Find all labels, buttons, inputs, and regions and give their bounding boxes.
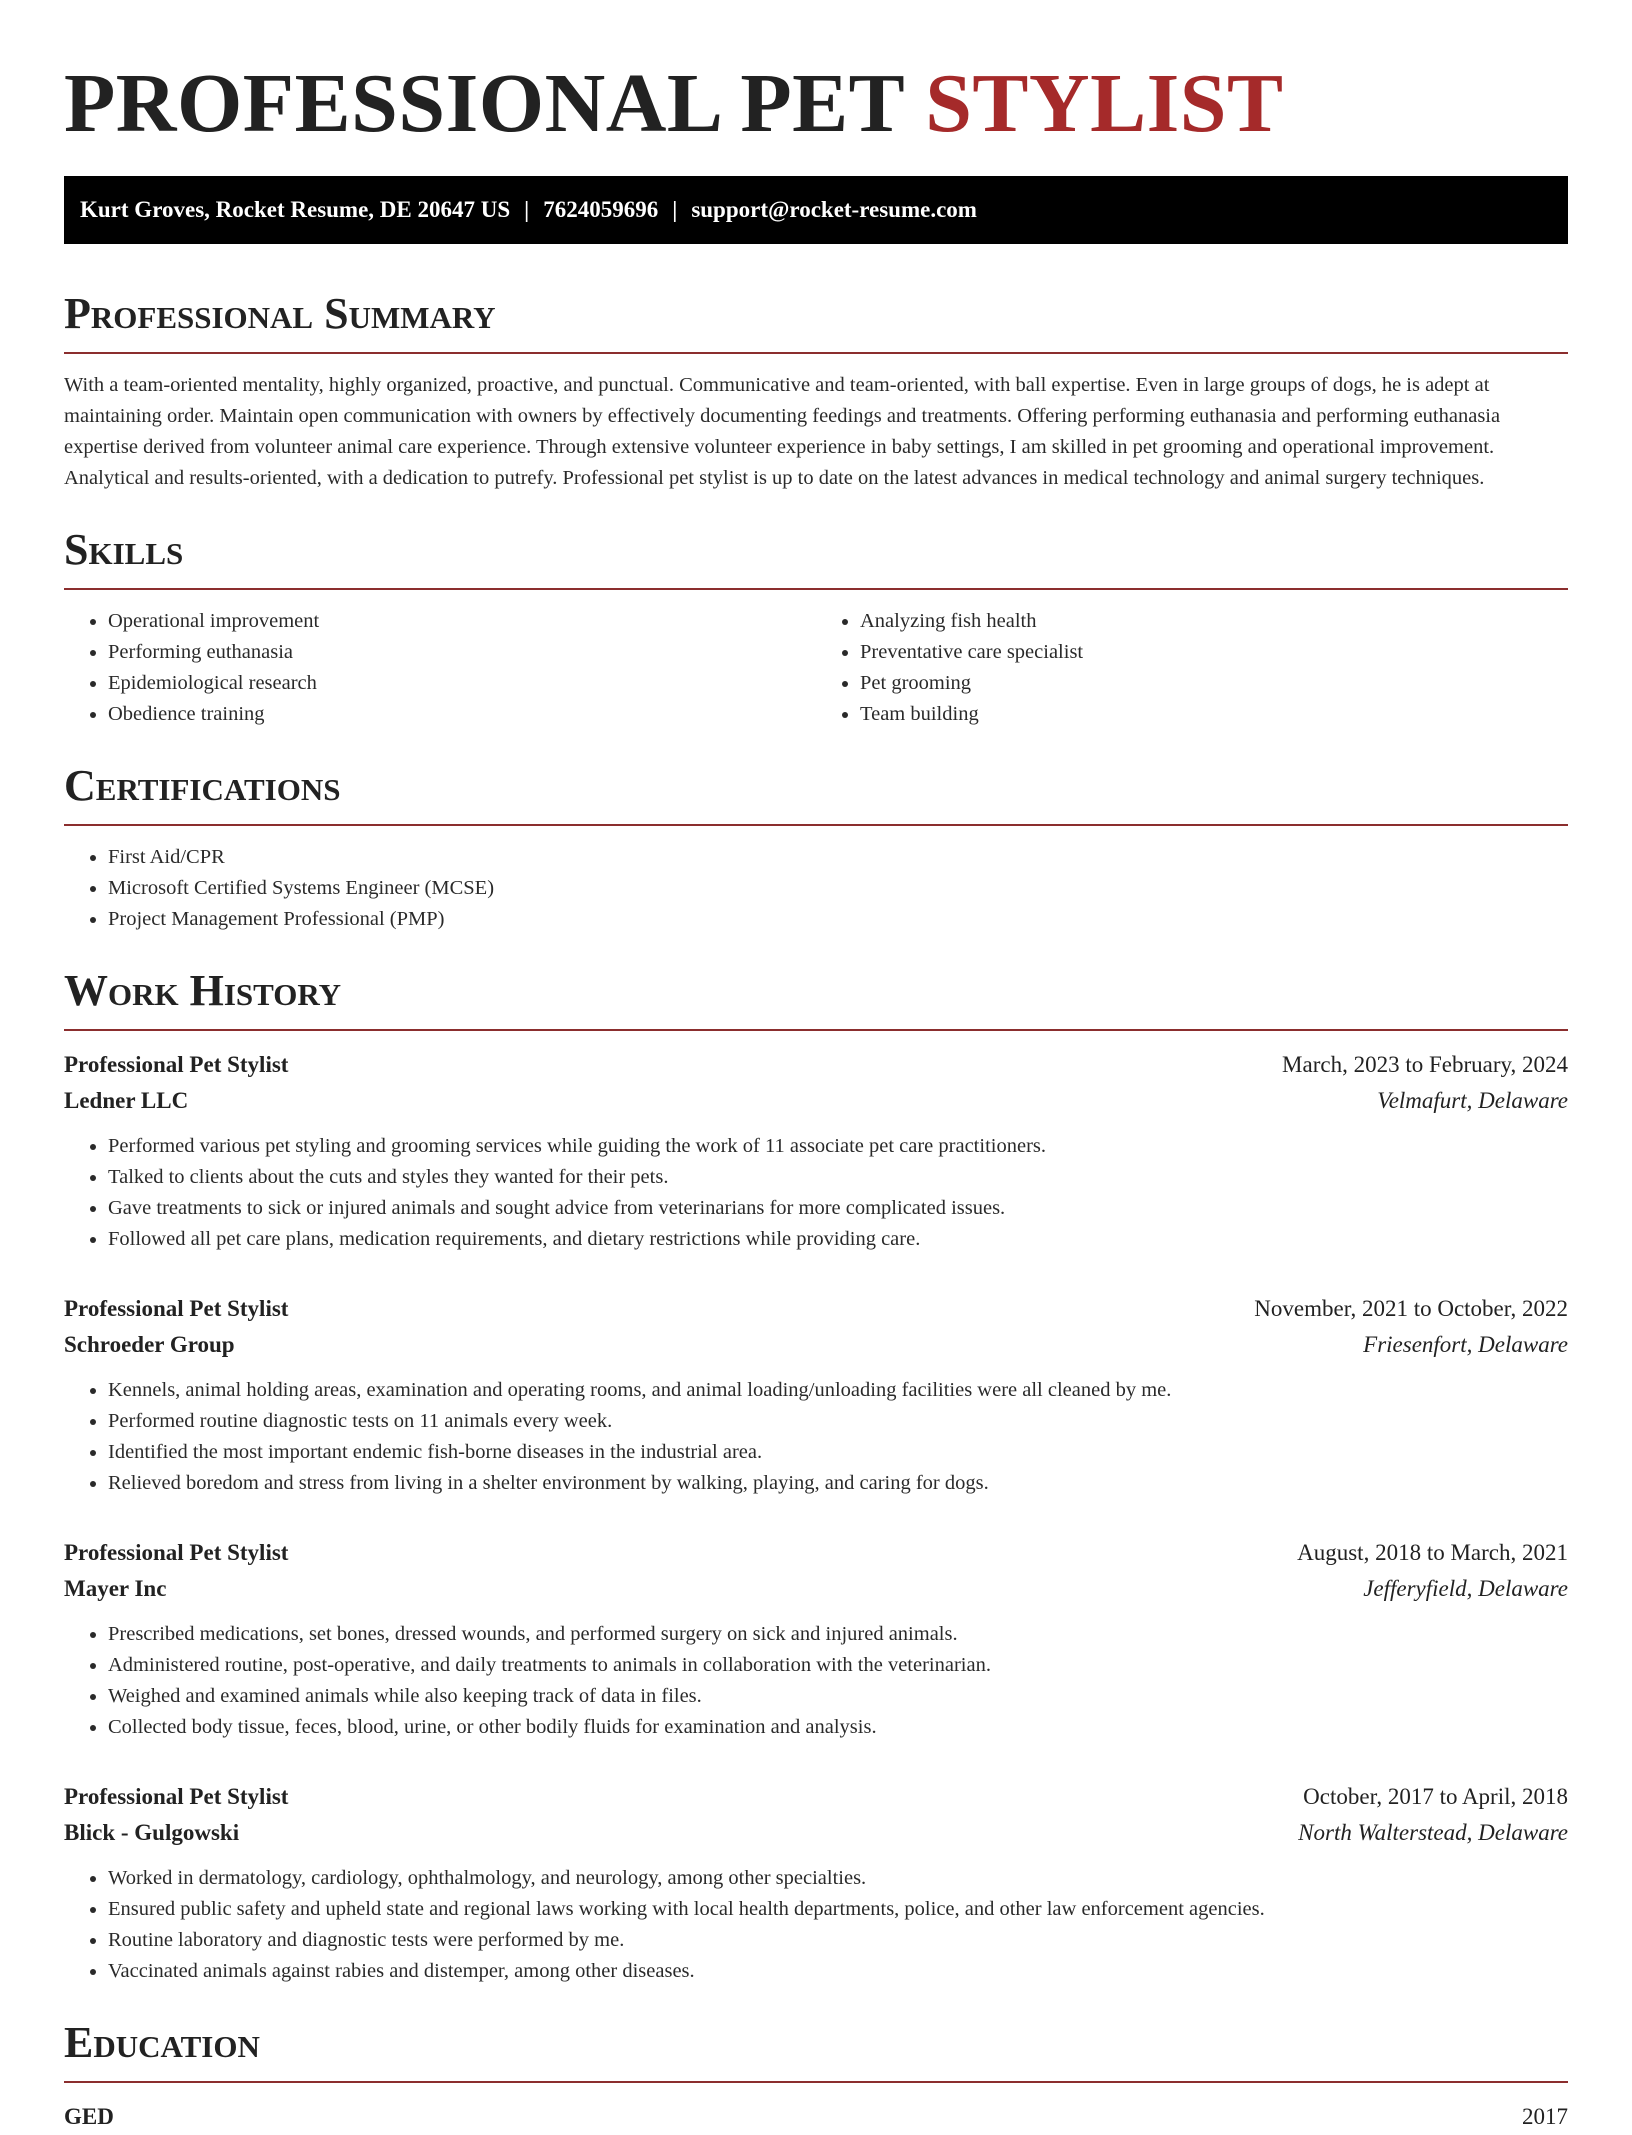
skill-item: • Analyzing fish health [860,606,1568,637]
job-bullet: • Identified the most important endemic fish-borne diseases in the industrial area. [108,1437,1568,1468]
job-dates: August, 2018 to March, 2021 [1297,1540,1568,1565]
job-bullet: • Kennels, animal holding areas, examination and operating rooms, and animal loading/unloading facilities were all cleaned by me. [108,1375,1568,1406]
skill-item: • Pet grooming [860,668,1568,699]
contact-separator: | [524,197,530,222]
job-location: Jefferyfield, Delaware [1363,1576,1568,1601]
job-bullet: • Performed routine diagnostic tests on 11 animals every week. [108,1406,1568,1437]
job-dates: November, 2021 to October, 2022 [1254,1296,1568,1321]
job-company: Ledner LLC [64,1088,189,1113]
jobs-list [64,1047,1568,1987]
certification-item: • Project Management Professional (PMP) [108,904,1568,935]
job-company: Blick - Gulgowski [64,1820,240,1845]
skill-item: • Operational improvement [108,606,816,637]
education-entry [64,2099,1568,2135]
skills-list-left [64,606,816,730]
job-header-row [64,1291,1568,1327]
job-company: Schroeder Group [64,1332,235,1357]
job-location: Velmafurt, Delaware [1377,1088,1568,1113]
skill-item: • Obedience training [108,699,816,730]
job-location: North Walterstead, Delaware [1298,1820,1568,1845]
job-location: Friesenfort, Delaware [1363,1332,1568,1357]
job-bullet: • Administered routine, post-operative, and daily treatments to animals in collaboration with the veterinarian. [108,1650,1568,1681]
job-company-row [64,1815,1568,1851]
job-header-row [64,1779,1568,1815]
resume-title [64,56,1568,152]
education-heading: Education [64,2018,260,2067]
contact-bar [64,176,1568,244]
summary-section [64,288,1568,494]
contact-email[interactable]: support@rocket-resume.com [691,197,977,222]
skills-grid [64,590,1568,730]
job-entry [64,1779,1568,1987]
skill-item: • Performing euthanasia [108,637,816,668]
job-title: Professional Pet Stylist [64,1784,289,1809]
job-title: Professional Pet Stylist [64,1296,289,1321]
contact-address: Kurt Groves, Rocket Resume, DE 20647 US [80,197,511,222]
job-bullet: • Weighed and examined animals while also keeping track of data in files. [108,1681,1568,1712]
job-bullet: • Prescribed medications, set bones, dressed wounds, and performed surgery on sick and injured animals. [108,1619,1568,1650]
education-list [64,2099,1568,2135]
skills-heading: Skills [64,525,184,574]
job-company: Mayer Inc [64,1576,167,1601]
job-bullet: • Worked in dermatology, cardiology, ophthalmology, and neurology, among other specialties. [108,1863,1568,1894]
skill-item: • Epidemiological research [108,668,816,699]
skills-list-right [816,606,1568,730]
education-section [64,2017,1568,2135]
section-divider [64,824,1568,826]
section-divider [64,1029,1568,1031]
job-dates: October, 2017 to April, 2018 [1303,1784,1568,1809]
certification-item: • First Aid/CPR [108,842,1568,873]
resume-page [64,0,1568,2135]
skills-section [64,524,1568,730]
job-company-row [64,1571,1568,1607]
job-header-row [64,1535,1568,1571]
job-bullet: • Followed all pet care plans, medication requirements, and dietary restrictions while providing care. [108,1224,1568,1255]
skill-item: • Team building [860,699,1568,730]
title-main: PROFESSIONAL PET [64,57,904,150]
certifications-section [64,760,1568,935]
job-title: Professional Pet Stylist [64,1540,289,1565]
work-heading: Work History [64,966,342,1015]
summary-heading: Professional Summary [64,289,496,338]
job-bullet: • Gave treatments to sick or injured animals and sought advice from veterinarians for more complicated issues. [108,1193,1568,1224]
education-year: 2017 [1522,2104,1568,2129]
job-bullets [64,1375,1568,1499]
certifications-list [64,842,1568,935]
title-accent: STYLIST [925,57,1284,150]
job-bullet: • Performed various pet styling and grooming services while guiding the work of 11 associate pet care practitioners. [108,1131,1568,1162]
education-degree: GED [64,2104,114,2129]
job-company-row [64,1327,1568,1363]
skill-item: • Preventative care specialist [860,637,1568,668]
job-bullet: • Routine laboratory and diagnostic tests were performed by me. [108,1925,1568,1956]
job-bullets [64,1863,1568,1987]
job-entry [64,1047,1568,1255]
job-header-row [64,1047,1568,1083]
contact-separator: | [672,197,678,222]
certifications-heading: Certifications [64,761,341,810]
job-bullet: • Collected body tissue, feces, blood, urine, or other bodily fluids for examination and analysis. [108,1712,1568,1743]
job-bullet: • Talked to clients about the cuts and styles they wanted for their pets. [108,1162,1568,1193]
job-bullet: • Ensured public safety and upheld state and regional laws working with local health departments, police, and other law enforcement agencies. [108,1894,1568,1925]
job-bullet: • Relieved boredom and stress from living in a shelter environment by walking, playing, and caring for dogs. [108,1468,1568,1499]
work-section [64,965,1568,1987]
summary-text: With a team-oriented mentality, highly organized, proactive, and punctual. Communicative and team-oriented, with ball expertise. Even in large groups of dogs, he is adept at maintaining order. Maintain open communication with owners by effectively documenting feedings and treatments. Offering performing euthanasia and performing euthanasia expertise derived from volunteer animal care experience. Through extensive volunteer experience in baby settings, I am skilled in pet grooming and operational improvement. Analytical and results-oriented, with a dedication to putrefy. Professional pet stylist is up to date on the latest advances in medical technology and animal surgery techniques. [64,374,1501,489]
section-divider [64,352,1568,354]
job-bullets [64,1131,1568,1255]
contact-phone[interactable]: 7624059696 [543,197,659,222]
section-divider [64,2081,1568,2083]
job-entry [64,1535,1568,1743]
job-bullet: • Vaccinated animals against rabies and distemper, among other diseases. [108,1956,1568,1987]
job-dates: March, 2023 to February, 2024 [1282,1052,1568,1077]
certification-item: • Microsoft Certified Systems Engineer (MCSE) [108,873,1568,904]
job-bullets [64,1619,1568,1743]
job-entry [64,1291,1568,1499]
job-company-row [64,1083,1568,1119]
job-title: Professional Pet Stylist [64,1052,289,1077]
